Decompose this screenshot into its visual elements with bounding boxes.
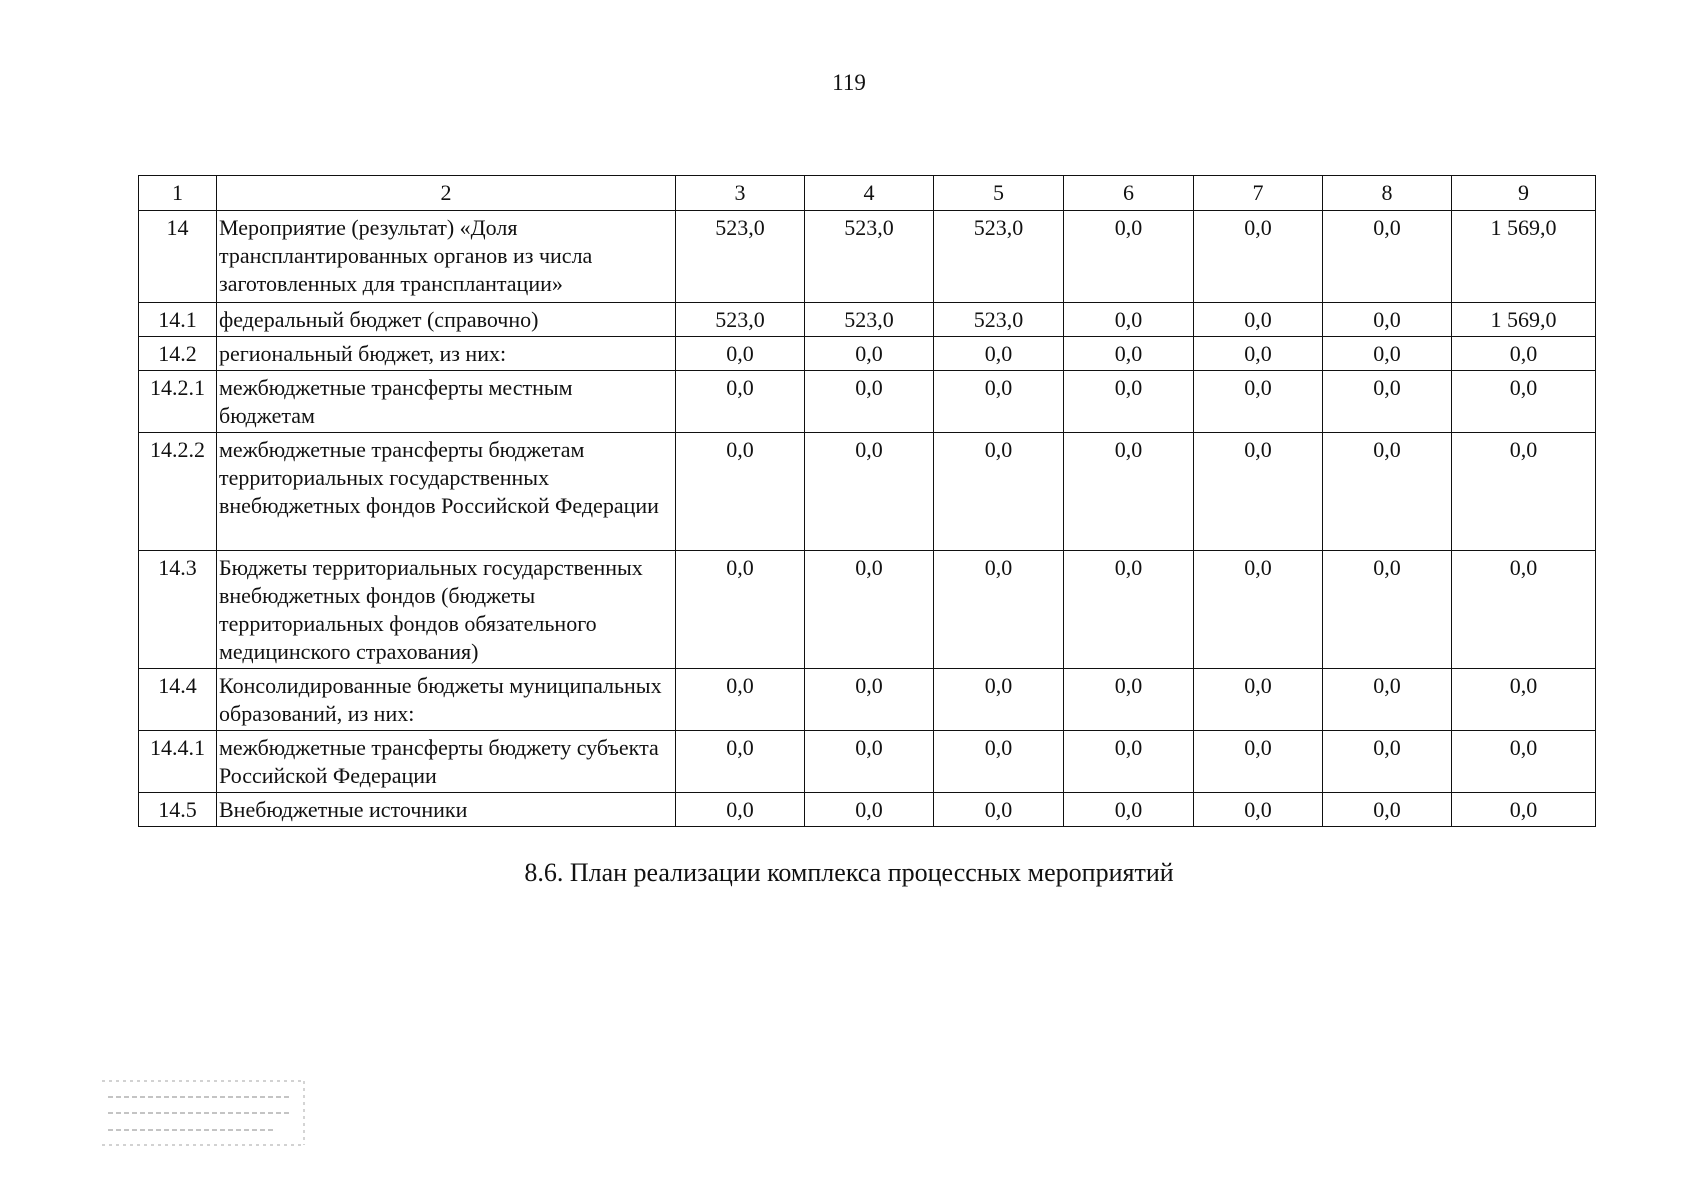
row-name: федеральный бюджет (справочно) (217, 303, 676, 337)
row-name: межбюджетные трансферты местным бюджетам (217, 371, 676, 433)
row-value: 0,0 (1194, 211, 1323, 303)
row-value: 0,0 (1064, 337, 1194, 371)
row-number: 14 (139, 211, 217, 303)
row-value: 0,0 (1323, 433, 1452, 551)
row-value: 0,0 (1452, 669, 1596, 731)
row-value: 0,0 (1452, 371, 1596, 433)
row-value: 0,0 (676, 337, 805, 371)
row-value: 0,0 (676, 793, 805, 827)
row-value: 0,0 (805, 669, 934, 731)
row-value: 0,0 (934, 337, 1064, 371)
column-header: 2 (217, 176, 676, 211)
row-value: 1 569,0 (1452, 211, 1596, 303)
row-value: 0,0 (1064, 669, 1194, 731)
row-value: 0,0 (934, 433, 1064, 551)
row-value: 0,0 (1323, 793, 1452, 827)
row-number: 14.5 (139, 793, 217, 827)
row-number: 14.3 (139, 551, 217, 669)
row-value: 0,0 (1323, 303, 1452, 337)
column-header: 8 (1323, 176, 1452, 211)
row-value: 0,0 (1452, 793, 1596, 827)
column-header: 7 (1194, 176, 1323, 211)
table-row (139, 793, 1596, 827)
row-value: 0,0 (1452, 551, 1596, 669)
row-value: 523,0 (676, 211, 805, 303)
row-number: 14.2.1 (139, 371, 217, 433)
row-value: 0,0 (1194, 433, 1323, 551)
row-value: 0,0 (1064, 371, 1194, 433)
row-value: 0,0 (1064, 211, 1194, 303)
row-value: 0,0 (1323, 337, 1452, 371)
table-row (139, 337, 1596, 371)
row-value: 0,0 (676, 433, 805, 551)
row-name: Бюджеты территориальных государственных внебюджетных фондов (бюджеты территориальных фондов обязательного медицинского страхования) (217, 551, 676, 669)
row-value: 0,0 (1452, 337, 1596, 371)
row-value: 0,0 (1194, 337, 1323, 371)
row-name: Внебюджетные источники (217, 793, 676, 827)
row-value: 0,0 (934, 551, 1064, 669)
row-value: 0,0 (1064, 433, 1194, 551)
row-value: 0,0 (1323, 669, 1452, 731)
row-name: региональный бюджет, из них: (217, 337, 676, 371)
row-value: 0,0 (1194, 731, 1323, 793)
page-number: 119 (832, 70, 866, 95)
row-value: 523,0 (934, 211, 1064, 303)
row-value: 0,0 (1323, 551, 1452, 669)
row-value: 0,0 (676, 551, 805, 669)
row-number: 14.1 (139, 303, 217, 337)
column-header: 5 (934, 176, 1064, 211)
row-value: 0,0 (676, 731, 805, 793)
row-number: 14.2.2 (139, 433, 217, 551)
section-title: 8.6. План реализации комплекса процессных мероприятий (524, 858, 1174, 887)
table-header-row (139, 176, 1596, 211)
row-value: 0,0 (1064, 793, 1194, 827)
table-row (139, 371, 1596, 433)
row-value: 0,0 (1064, 303, 1194, 337)
faded-stamp (96, 1075, 310, 1151)
row-name: Консолидированные бюджеты муниципальных образований, из них: (217, 669, 676, 731)
row-value: 0,0 (676, 669, 805, 731)
table-row (139, 551, 1596, 669)
row-value: 0,0 (934, 371, 1064, 433)
column-header: 3 (676, 176, 805, 211)
row-value: 0,0 (676, 371, 805, 433)
row-value: 0,0 (1194, 793, 1323, 827)
row-number: 14.4.1 (139, 731, 217, 793)
column-header: 4 (805, 176, 934, 211)
column-header: 6 (1064, 176, 1194, 211)
row-value: 1 569,0 (1452, 303, 1596, 337)
row-value: 0,0 (1194, 303, 1323, 337)
row-value: 0,0 (1323, 731, 1452, 793)
row-value: 0,0 (805, 793, 934, 827)
row-value: 0,0 (805, 433, 934, 551)
row-value: 0,0 (1064, 731, 1194, 793)
row-value: 0,0 (805, 731, 934, 793)
row-value: 0,0 (1064, 551, 1194, 669)
row-value: 0,0 (1194, 371, 1323, 433)
table-row (139, 303, 1596, 337)
row-value: 0,0 (934, 669, 1064, 731)
row-name: межбюджетные трансферты бюджету субъекта Российской Федерации (217, 731, 676, 793)
row-value: 0,0 (934, 793, 1064, 827)
row-value: 523,0 (805, 303, 934, 337)
row-value: 0,0 (1323, 371, 1452, 433)
row-value: 523,0 (934, 303, 1064, 337)
column-header: 9 (1452, 176, 1596, 211)
funding-table (138, 175, 1596, 827)
row-name: межбюджетные трансферты бюджетам территориальных государственных внебюджетных фондов Российской Федерации (217, 433, 676, 551)
row-value: 523,0 (676, 303, 805, 337)
table-row (139, 731, 1596, 793)
table-row (139, 433, 1596, 551)
row-value: 0,0 (1452, 433, 1596, 551)
table-row (139, 211, 1596, 303)
row-name: Мероприятие (результат) «Доля трансплантированных органов из числа заготовленных для трансплантации» (217, 211, 676, 303)
row-value: 0,0 (1452, 731, 1596, 793)
table-row (139, 669, 1596, 731)
row-value: 0,0 (805, 551, 934, 669)
row-value: 0,0 (934, 731, 1064, 793)
row-value: 0,0 (805, 371, 934, 433)
row-number: 14.2 (139, 337, 217, 371)
row-value: 0,0 (805, 337, 934, 371)
row-value: 523,0 (805, 211, 934, 303)
row-value: 0,0 (1323, 211, 1452, 303)
column-header: 1 (139, 176, 217, 211)
row-value: 0,0 (1194, 669, 1323, 731)
row-number: 14.4 (139, 669, 217, 731)
row-value: 0,0 (1194, 551, 1323, 669)
